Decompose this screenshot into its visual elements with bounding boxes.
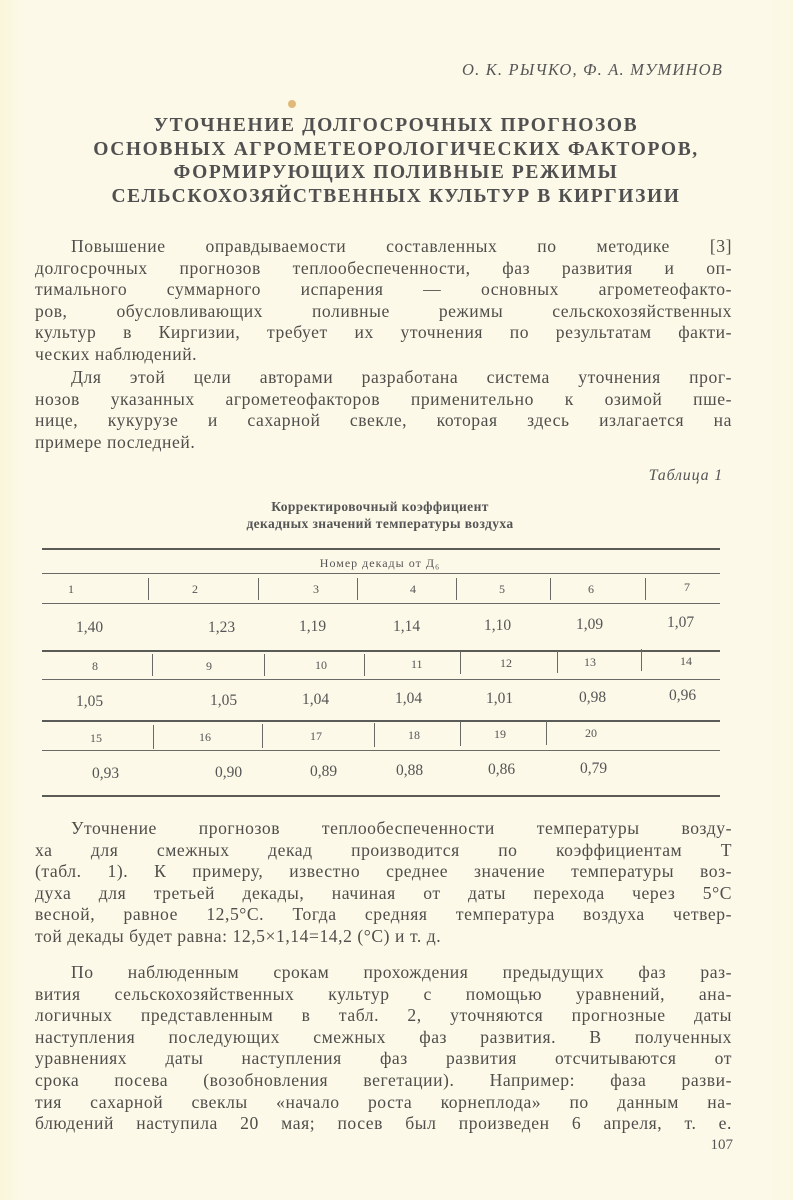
- text-line: духа для третьей декады, начиная от даты перехода через 5°С: [35, 882, 732, 903]
- text-line: По наблюденным срокам прохождения предыдущих фаз раз-: [71, 962, 732, 982]
- text-line: логичных представленным в табл. 2, уточняются прогнозные даты: [35, 1005, 732, 1026]
- decade-number: 15: [90, 731, 102, 745]
- coefficient-value: 1,14: [393, 618, 421, 635]
- text-line: долгосрочных прогнозов теплообеспеченности, фаз развития и оп-: [35, 257, 732, 278]
- decade-number: 11: [411, 657, 423, 671]
- text-line: (табл. 1). К примеру, известно среднее значение температуры воз-: [35, 861, 732, 882]
- text-line: срока посева (возобновления вегетации). Например: фаза разви-: [35, 1069, 732, 1090]
- paragraph-temperature: [35, 818, 732, 948]
- coefficient-value: 0,88: [396, 762, 424, 779]
- table-rule: [42, 720, 720, 722]
- column-divider: [148, 578, 149, 600]
- title-line: ОСНОВНЫХ АГРОМЕТЕОРОЛОГИЧЕСКИХ ФАКТОРОВ,: [93, 138, 699, 160]
- coefficient-value: 1,01: [486, 690, 514, 707]
- decade-number: 2: [192, 582, 198, 596]
- text-line: культур в Киргизии, требует их уточнения по результатам факти-: [35, 322, 732, 343]
- decade-number: 20: [585, 726, 597, 740]
- paragraph-intro: [35, 236, 732, 366]
- text-line: тимального суммарного испарения — основных агрометеофакто-: [35, 279, 732, 300]
- column-divider: [546, 721, 547, 745]
- text-line: ческих наблюдений.: [35, 343, 198, 364]
- text-line: наступления последующих смежных фаз развития. В полученных: [35, 1026, 732, 1047]
- decorative-dot-icon: [288, 100, 296, 108]
- coefficient-value: 0,90: [215, 764, 243, 781]
- table-bottom-rule: [42, 795, 720, 797]
- coefficient-value: 1,05: [210, 692, 238, 709]
- decade-number: 9: [206, 659, 212, 673]
- coefficient-value: 1,05: [76, 693, 104, 710]
- column-divider: [460, 652, 461, 674]
- decade-number: 17: [310, 729, 322, 743]
- decade-number: 18: [408, 728, 420, 742]
- column-divider: [357, 578, 358, 600]
- text-line: блюдений наступила 20 мая; посев был произведен 6 апреля, т. е.: [35, 1113, 732, 1134]
- text-line: Повышение оправдываемости составленных по методике [3]: [71, 236, 732, 256]
- coefficient-value: 1,09: [576, 616, 604, 633]
- title-line: УТОЧНЕНИЕ ДОЛГОСРОЧНЫХ ПРОГНОЗОВ: [153, 115, 639, 136]
- coefficient-value: 0,79: [580, 760, 608, 777]
- decade-number: 3: [313, 582, 319, 596]
- article-title: [40, 114, 752, 208]
- decade-number: 6: [588, 582, 594, 596]
- table-rule: [42, 650, 720, 652]
- column-divider: [460, 722, 461, 746]
- column-divider: [152, 654, 153, 676]
- text-line: Уточнение прогнозов теплообеспеченности температуры возду-: [71, 818, 732, 838]
- column-divider: [258, 578, 259, 600]
- text-line: Для этой цели авторами разработана система уточнения прог-: [71, 367, 732, 387]
- decade-number: 13: [584, 655, 596, 669]
- decade-number: 10: [315, 658, 327, 672]
- coefficient-value: 0,86: [488, 761, 516, 778]
- coefficient-value: 1,10: [484, 617, 512, 634]
- column-divider: [557, 651, 558, 673]
- text-line: ров, обусловливающих поливные режимы сельскохозяйственных: [35, 300, 732, 321]
- paragraph-phases: [35, 962, 732, 1135]
- coefficient-value: 1,19: [299, 618, 327, 635]
- coefficient-value: 1,23: [208, 619, 236, 636]
- table-rule: [42, 750, 720, 751]
- table-group-header: Номер декады от Д₆: [319, 556, 441, 570]
- column-divider: [364, 654, 365, 676]
- authors-line: О. К. РЫЧКО, Ф. А. МУМИНОВ: [461, 60, 723, 79]
- coefficient-value: 1,07: [667, 614, 695, 631]
- decade-number: 12: [500, 656, 512, 670]
- text-line: примере последней.: [35, 431, 196, 452]
- coefficient-value: 0,89: [310, 763, 338, 780]
- column-divider: [264, 654, 265, 676]
- text-line: вития сельскохозяйственных культур с помощью уравнений, ана-: [35, 983, 732, 1004]
- coefficient-value: 1,40: [76, 619, 104, 636]
- text-line: ха для смежных декад производится по коэффициентам T: [35, 839, 732, 860]
- table-rule: [42, 679, 720, 680]
- column-divider: [153, 725, 154, 749]
- column-divider: [641, 649, 642, 671]
- coefficient-value: 0,98: [579, 689, 607, 706]
- text-line: уравнениях даты наступления фаз развития отсчитываются от: [35, 1048, 732, 1069]
- table-top-rule: [42, 548, 720, 550]
- paragraph-method: [35, 367, 732, 453]
- column-divider: [550, 578, 551, 600]
- coefficient-value: 1,04: [302, 691, 330, 708]
- table-caption: [40, 498, 720, 532]
- decade-number: 19: [494, 727, 506, 741]
- text-line: весной, равное 12,5°С. Тогда средняя температура воздуха четвер-: [35, 904, 732, 925]
- decade-number: 7: [684, 580, 690, 594]
- coefficient-value: 0,96: [669, 687, 697, 704]
- title-line: ФОРМИРУЮЩИХ ПОЛИВНЫЕ РЕЖИМЫ: [173, 162, 619, 183]
- text-line: нозов указанных агрометеофакторов применительно к озимой пше-: [35, 388, 732, 409]
- decade-number: 14: [680, 654, 692, 668]
- decade-number: 8: [92, 659, 98, 673]
- table-rule: [42, 603, 720, 604]
- decade-number: 1: [68, 582, 74, 596]
- text-line: тия сахарной свеклы «начало роста корнеплода» по данным на-: [35, 1091, 732, 1112]
- decade-number: 5: [499, 582, 505, 596]
- table-label: Таблица 1: [648, 467, 723, 484]
- table-rule: [42, 573, 720, 574]
- table-caption-line: декадных значений температуры воздуха: [246, 516, 514, 531]
- title-line: СЕЛЬСКОХОЗЯЙСТВЕННЫХ КУЛЬТУР В КИРГИЗИИ: [111, 185, 681, 207]
- page-number: 107: [710, 1137, 733, 1153]
- decade-number: 4: [410, 582, 416, 596]
- column-divider: [374, 723, 375, 747]
- column-divider: [262, 724, 263, 748]
- table-caption-line: Корректировочный коэффициент: [271, 499, 489, 514]
- text-line: нице, кукурузе и сахарной свекле, которая здесь излагается на: [35, 410, 732, 431]
- column-divider: [456, 578, 457, 600]
- decade-number: 16: [199, 730, 211, 744]
- column-divider: [645, 578, 646, 600]
- coefficient-value: 0,93: [92, 765, 120, 782]
- text-line: той декады будет равна: 12,5×1,14=14,2 (°С) и т. д.: [35, 925, 442, 946]
- coefficient-value: 1,04: [395, 690, 423, 707]
